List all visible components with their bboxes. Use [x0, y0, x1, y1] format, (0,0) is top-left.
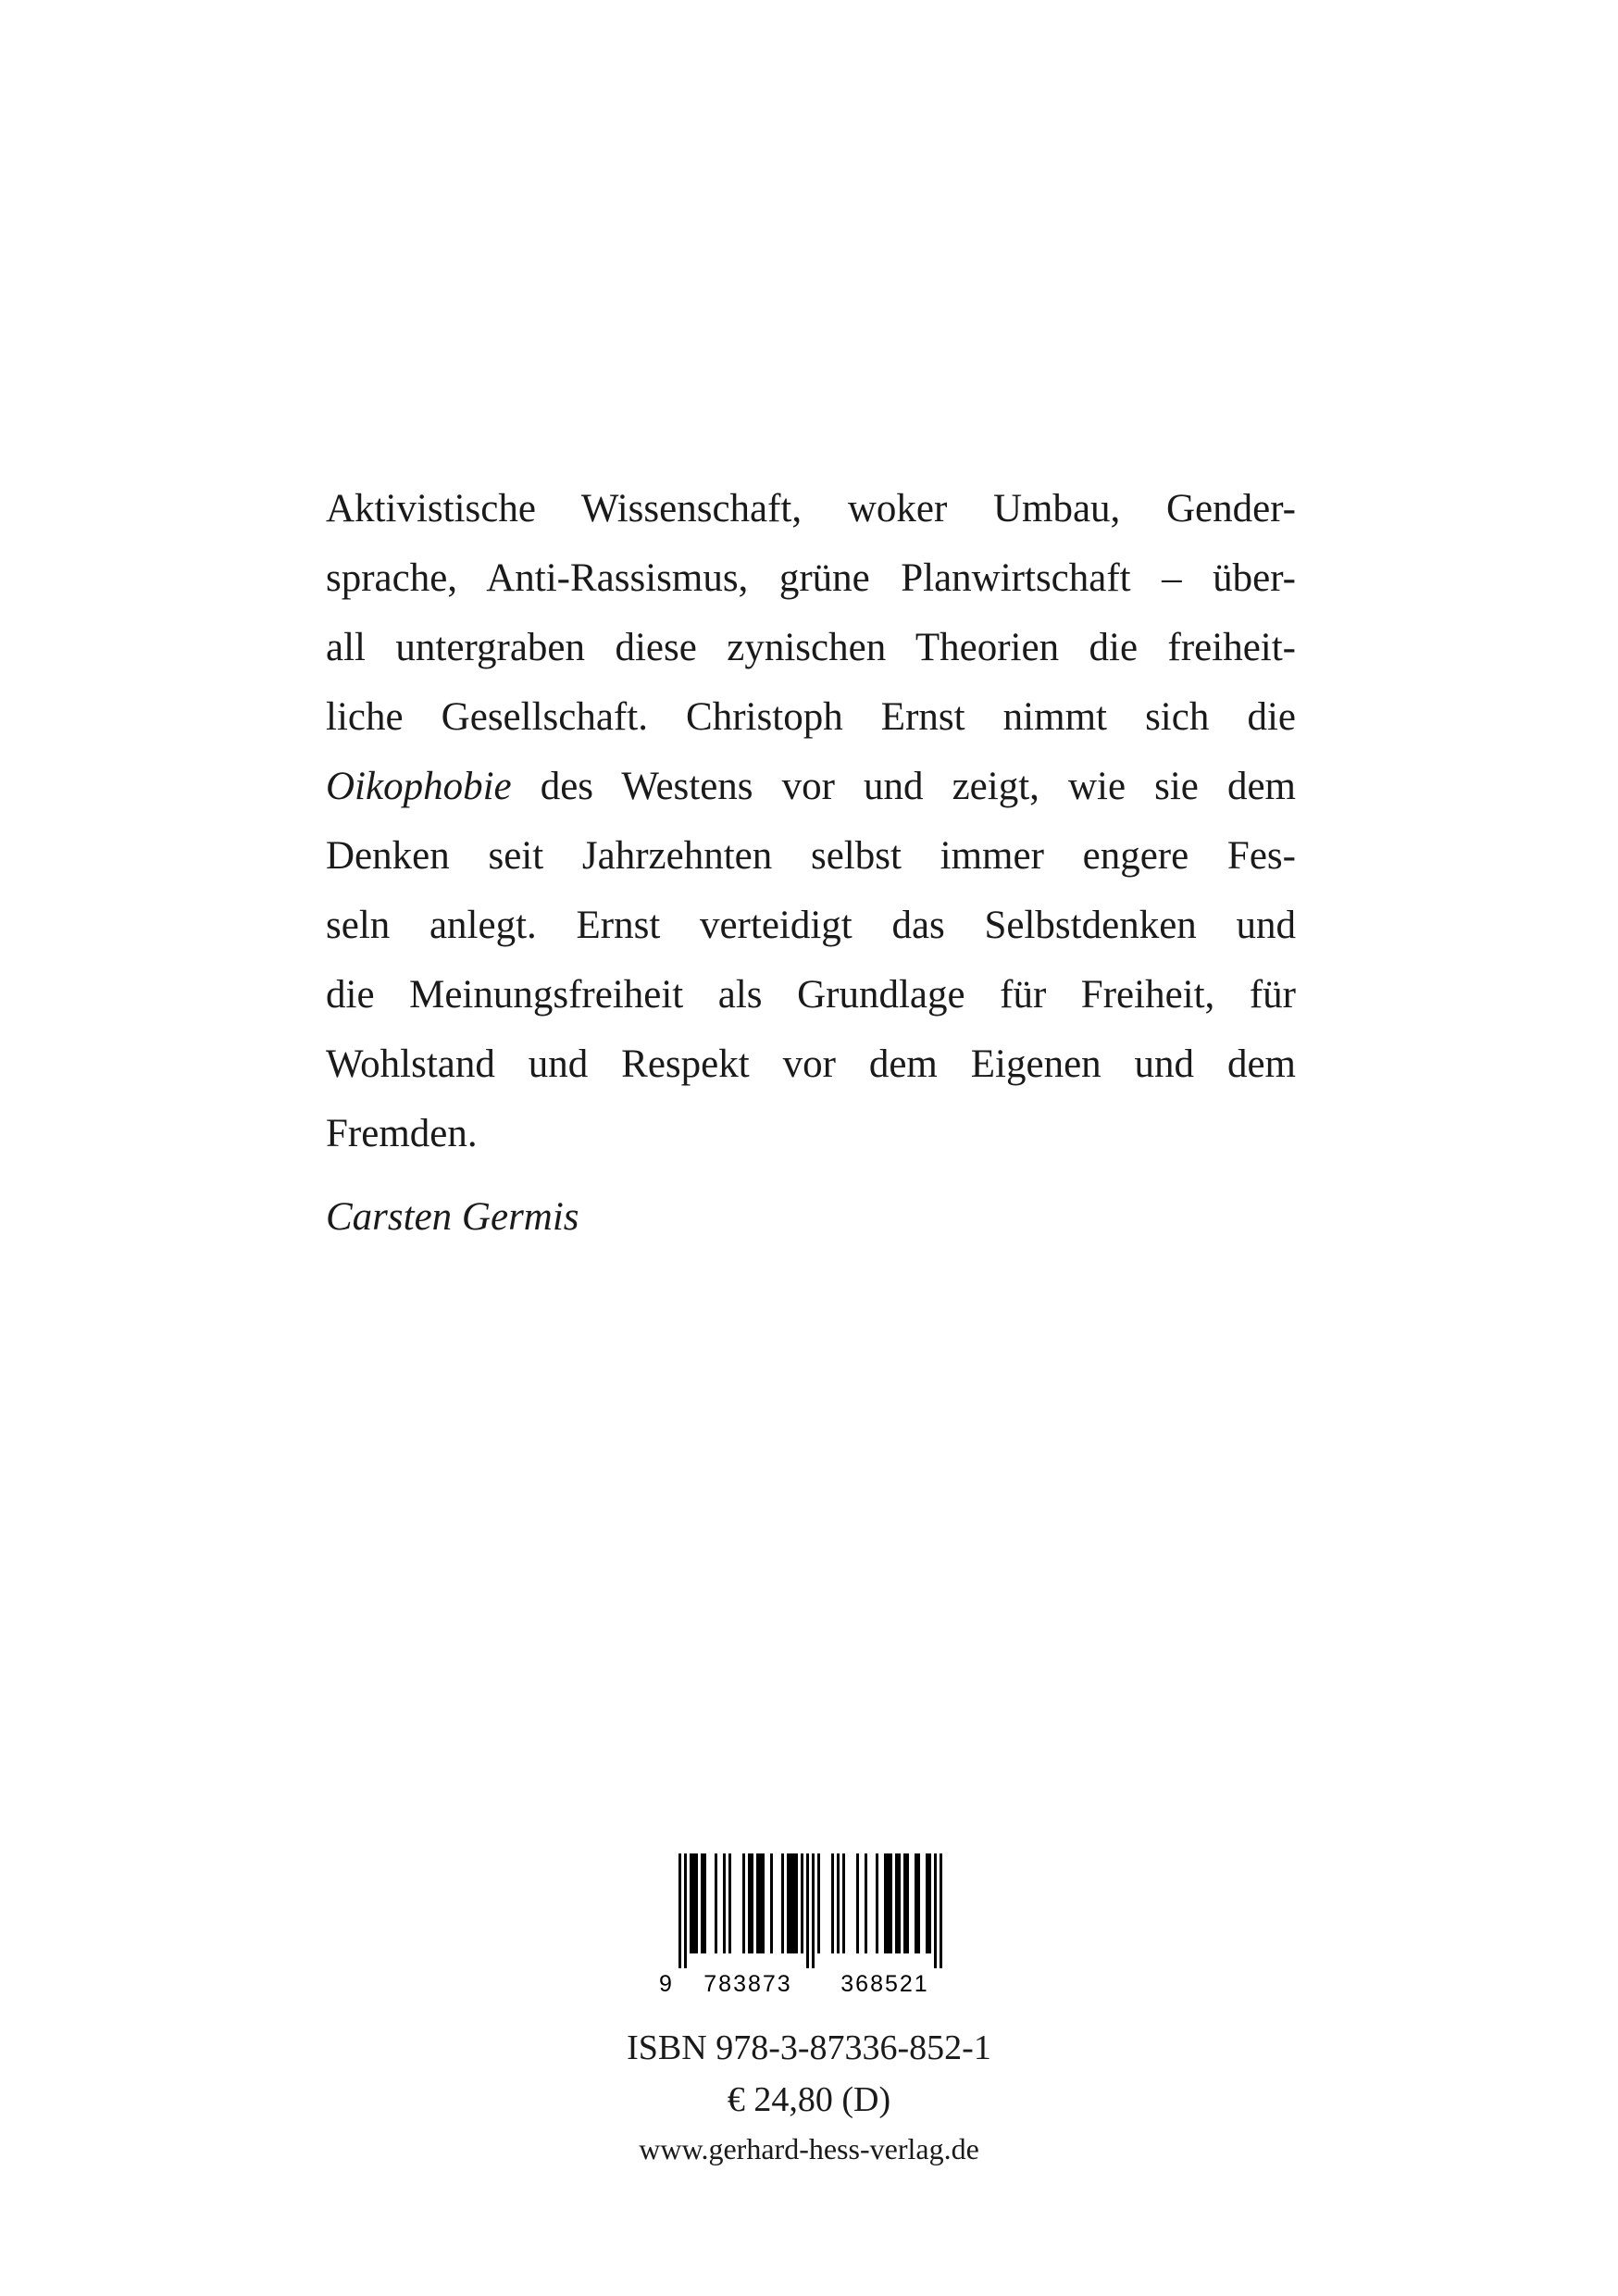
blurb-line-7: seln anlegt. Ernst verteidigt das Selbstdenken und: [326, 904, 1296, 947]
barcode-bar: [890, 1853, 892, 1953]
barcode-bar: [801, 1853, 803, 1953]
barcode-bar: [703, 1853, 706, 1953]
barcode-bar: [751, 1853, 753, 1953]
barcode-bar: [748, 1853, 751, 1953]
barcode-bar: [756, 1853, 759, 1953]
blurb-line-2: sprache, Anti-Rassismus, grüne Planwirtschaft – über-: [326, 556, 1296, 600]
barcode-left-group: 783873: [703, 1971, 792, 1997]
barcode-bar: [795, 1853, 798, 1953]
barcode-bar: [817, 1853, 820, 1953]
barcode-right-group: 368521: [840, 1971, 929, 1997]
isbn-number: ISBN 978-3-87336-852-1: [627, 2028, 991, 2067]
barcode-bar: [876, 1853, 878, 1953]
barcode-bar: [715, 1853, 717, 1953]
blurb-line-9: Wohlstand und Respekt vor dem Eigenen und dem: [326, 1042, 1296, 1086]
barcode-bar: [781, 1853, 784, 1953]
barcode-bar: [842, 1853, 845, 1953]
isbn-barcode: [659, 1853, 965, 1998]
barcode-bar: [701, 1853, 703, 1953]
barcode-bar: [770, 1853, 773, 1953]
blurb-line-5-rest: des Westens vor und zeigt, wie sie dem: [540, 765, 1296, 808]
barcode-bar: [926, 1853, 928, 1953]
blurb-line-4: liche Gesellschaft. Christoph Ernst nimmt sich die: [326, 695, 1296, 739]
barcode-bar: [895, 1853, 898, 1953]
barcode-bar: [831, 1853, 834, 1953]
barcode-bar: [812, 1853, 815, 1968]
barcode-bar: [684, 1853, 687, 1968]
blurb-line-10: Fremden.: [326, 1112, 478, 1155]
barcode-bar: [940, 1853, 942, 1968]
blurb-italic-term: Oikophobie: [326, 765, 512, 808]
barcode-bar: [856, 1853, 859, 1953]
barcode-bar: [906, 1853, 909, 1953]
barcode-bar: [762, 1853, 765, 1953]
barcode-bar: [898, 1853, 901, 1953]
blurb-line-8: die Meinungsfreiheit als Grundlage für Freiheit, für: [326, 973, 1296, 1017]
barcode-bar: [806, 1853, 809, 1968]
barcode-bar: [742, 1853, 745, 1953]
barcode-bar: [723, 1853, 726, 1953]
barcode-digits: [659, 1968, 965, 2000]
barcode-bar: [917, 1853, 920, 1953]
blurb-line-6: Denken seit Jahrzehnten selbst immer engere Fes-: [326, 834, 1296, 878]
barcode-bar: [692, 1853, 695, 1953]
barcode-first-digit: 9: [659, 1971, 672, 1997]
barcode-bar: [887, 1853, 890, 1953]
imprint: [531, 2022, 1087, 2172]
blurb-line-3: all untergraben diese zynischen Theorien die freiheit-: [326, 626, 1296, 669]
barcode-bar: [928, 1853, 931, 1953]
barcode-bars: [659, 1853, 965, 1968]
barcode-bar: [728, 1853, 731, 1953]
price: € 24,80 (D): [727, 2080, 891, 2119]
blurb-line-5: [326, 752, 1296, 821]
barcode-bar: [759, 1853, 762, 1953]
publisher-website: www.gerhard-hess-verlag.de: [639, 2132, 979, 2165]
barcode-bar: [884, 1853, 887, 1953]
barcode-bar: [787, 1853, 790, 1953]
barcode-bar: [790, 1853, 792, 1953]
barcode-bar: [903, 1853, 906, 1953]
barcode-bar: [695, 1853, 698, 1953]
barcode-bar: [837, 1853, 840, 1953]
barcode-bar: [915, 1853, 917, 1953]
barcode-bar: [690, 1853, 692, 1953]
barcode-bar: [865, 1853, 867, 1953]
barcode-bar: [792, 1853, 795, 1953]
back-cover-blurb: [326, 474, 1296, 1168]
barcode-bar: [678, 1853, 681, 1968]
blurb-author: Carsten Germis: [326, 1195, 579, 1239]
barcode-bar: [934, 1853, 937, 1968]
blurb-line-1: Aktivistische Wissenschaft, woker Umbau, Gender-: [326, 487, 1296, 530]
